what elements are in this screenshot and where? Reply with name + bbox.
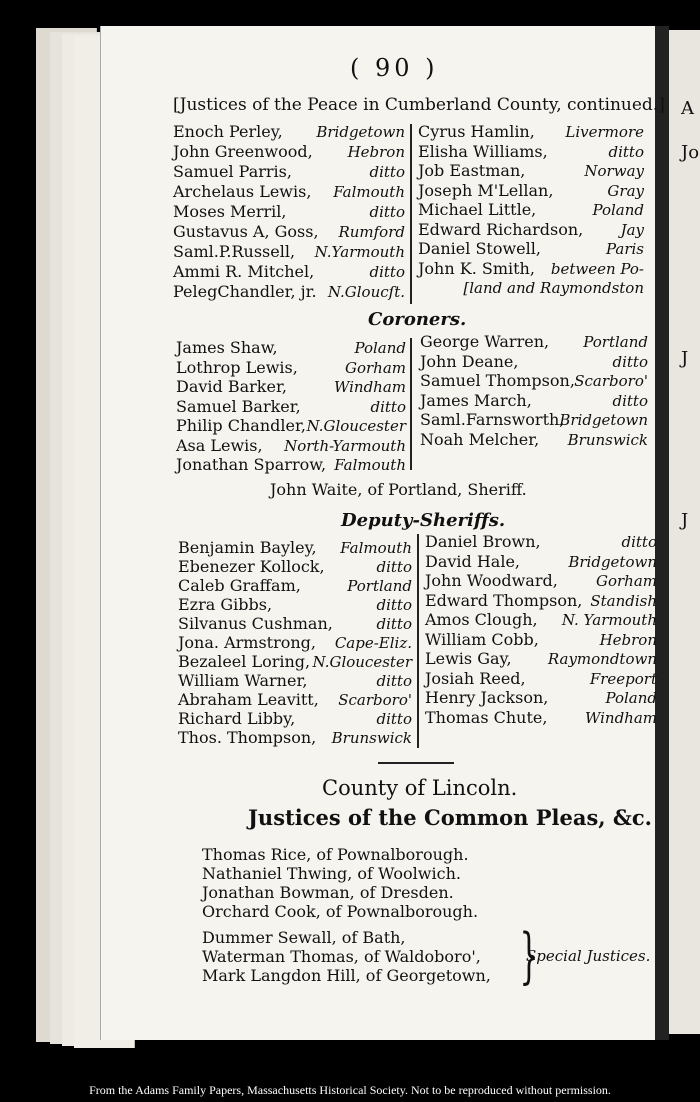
person-name: Lewis Gay, (425, 649, 512, 668)
list-item (176, 397, 406, 417)
person-name: Lothrop Lewis, (176, 357, 298, 377)
lincoln-justice: Jonathan Bowman, of Dresden. (202, 883, 454, 902)
footer-credit: From the Adams Family Papers, Massachusetts Historical Society. Not to be reproduced without permission. (89, 1083, 611, 1097)
person-name: Archelaus Lewis, (173, 182, 312, 201)
place-name: Windham (333, 378, 406, 396)
person-name: Daniel Brown, (425, 532, 541, 551)
person-name: Philip Chandler, (176, 416, 306, 435)
place-name: between Po- (550, 259, 644, 278)
special-justice: Mark Langdon Hill, of Georgetown, (202, 966, 491, 985)
place-name: ditto (369, 163, 405, 181)
place-name: N.Gloucester (312, 653, 412, 671)
person-name: Gustavus A, Goss, (173, 222, 319, 241)
person-name: Cyrus Hamlin, (418, 122, 535, 141)
person-name: Samuel Barker, (176, 396, 301, 416)
place-name: Hebron (599, 630, 657, 649)
book-gutter (655, 26, 669, 1040)
column-divider (417, 534, 419, 748)
list-item (425, 649, 657, 669)
next-page-fragment: Jo (681, 142, 700, 163)
person-name: PelegChandler, jr. (173, 282, 317, 301)
list-item (176, 338, 406, 358)
place-name: ditto (376, 615, 412, 633)
place-name: Poland (605, 689, 657, 707)
person-name: Jona. Armstrong, (178, 633, 316, 652)
person-name: John Woodward, (425, 571, 558, 590)
person-name: Daniel Stowell, (418, 239, 541, 258)
place-name: N.Gloucſt. (327, 283, 405, 301)
place-name: Freeport (589, 669, 657, 688)
list-item (425, 669, 657, 689)
list-item (418, 239, 644, 259)
lincoln-justice: Orchard Cook, of Pownalborough. (202, 902, 479, 921)
list-item (178, 614, 412, 634)
place-name: Norway (584, 162, 644, 180)
place-name: ditto (376, 596, 412, 614)
person-name: Henry Jackson, (425, 688, 549, 707)
person-name: Silvanus Cushman, (178, 614, 333, 633)
place-name: ditto (612, 391, 648, 410)
section-rule (378, 762, 454, 764)
list-item (178, 576, 412, 596)
person-name: John Deane, (420, 351, 519, 371)
person-name: Samuel Parris, (173, 162, 292, 181)
person-name: Asa Lewis, (176, 435, 263, 455)
list-item (176, 377, 406, 397)
list-item (418, 220, 644, 240)
person-name: Thomas Chute, (425, 707, 548, 727)
place-name: North-Yarmouth (284, 436, 406, 455)
person-name: Abraham Leavitt, (178, 690, 319, 709)
person-name: Caleb Graffam, (178, 576, 301, 595)
person-name: William Cobb, (425, 629, 539, 649)
person-name: Michael Little, (418, 200, 537, 219)
list-item (420, 410, 648, 430)
place-name: Bridgetown (568, 552, 657, 571)
list-item (178, 633, 412, 653)
list-item (178, 595, 412, 615)
place-name: Rumford (338, 223, 405, 241)
column-divider (410, 124, 412, 304)
list-item (178, 652, 412, 672)
list-item (425, 571, 657, 591)
special-justice: Waterman Thomas, of Waldoboro', (202, 947, 481, 966)
next-page-fragment: J (681, 348, 689, 369)
person-name: John K. Smith, (418, 258, 535, 278)
list-item (178, 671, 412, 691)
person-name: Edward Richardson, (418, 219, 584, 239)
person-name: David Hale, (425, 551, 521, 571)
person-name: Enoch Perley, (173, 122, 283, 141)
county-title: County of Lincoln. (322, 776, 518, 800)
common-pleas-title: Justices of the Common Pleas, &c. (248, 805, 652, 830)
place-name: Portland (583, 333, 648, 351)
person-name: Josiah Reed, (425, 668, 526, 688)
list-item (420, 352, 648, 372)
list-item (173, 182, 405, 202)
person-name: Ebenezer Kollock, (178, 557, 325, 576)
list-item (425, 630, 657, 650)
list-item (418, 122, 644, 142)
person-name: James March, (420, 390, 532, 410)
place-name: ditto (376, 672, 412, 690)
next-page-fragment: J (681, 510, 689, 531)
special-justice: Dummer Sewall, of Bath, (202, 928, 406, 947)
brace-mark: } (519, 921, 539, 991)
list-item (176, 416, 406, 436)
lincoln-justice: Nathaniel Thwing, of Woolwich. (202, 864, 461, 883)
list-item (173, 142, 405, 162)
list-item (420, 332, 648, 352)
next-page-edge (669, 30, 700, 1034)
deputies-heading: Deputy-Sheriffs. (341, 510, 506, 531)
person-name: Thos. Thompson, (178, 728, 317, 747)
place-name: ditto (369, 263, 405, 281)
list-item (418, 200, 644, 220)
place-name: Hebron (347, 143, 405, 161)
person-name: David Barker, (176, 377, 287, 396)
place-name: ditto (376, 558, 412, 576)
list-item (420, 371, 648, 391)
list-item (425, 552, 657, 572)
place-name: Poland (592, 201, 644, 219)
person-name: Saml.P.Russell, (173, 242, 296, 261)
person-name: Amos Clough, (425, 610, 538, 629)
place-name: Scarboro' (574, 372, 648, 390)
person-name: Ezra Gibbs, (178, 595, 273, 614)
list-item (420, 391, 648, 411)
list-item (178, 538, 412, 558)
list-item (173, 162, 405, 182)
coroners-heading: Coroners. (368, 309, 467, 330)
place-name: ditto (621, 533, 657, 551)
place-name: Gorham (344, 358, 406, 377)
list-item (173, 202, 405, 222)
person-name: John Greenwood, (173, 142, 313, 161)
person-name: William Warner, (178, 671, 308, 690)
place-name: N.Gloucester (306, 417, 406, 435)
list-item (425, 708, 657, 728)
list-item (418, 161, 644, 181)
column-divider (410, 338, 412, 470)
list-item (178, 690, 412, 710)
person-name: Job Eastman, (418, 161, 526, 180)
list-item (418, 181, 644, 201)
list-item (425, 591, 657, 611)
person-name: Jonathan Sparrow, (176, 455, 327, 474)
section-header: [Justices of the Peace in Cumberland County, continued.] (173, 95, 665, 115)
list-item (425, 688, 657, 708)
place-name: Paris (605, 240, 644, 258)
place-name: ditto (608, 142, 644, 161)
place-name: Scarboro' (338, 691, 412, 709)
person-name: Joseph M'Lellan, (418, 180, 554, 200)
list-item (425, 610, 657, 630)
person-name: Edward Thompson, (425, 590, 583, 610)
place-name: Cape-Eliz. (334, 634, 412, 652)
sheriff-line: John Waite, of Portland, Sheriff. (270, 480, 527, 499)
place-name: Standish (590, 591, 657, 610)
list-item (178, 557, 412, 577)
place-name: Brunswick (331, 729, 412, 747)
place-name: Livermore (565, 123, 644, 141)
place-name: Poland (354, 339, 406, 357)
place-name: Falmouth (334, 456, 406, 474)
list-item (176, 358, 406, 378)
place-name: Gorham (595, 572, 657, 590)
person-name: George Warren, (420, 332, 550, 351)
place-name: Windham (584, 708, 657, 727)
place-name: ditto (376, 710, 412, 728)
place-name: Falmouth (333, 183, 405, 201)
next-page-fragment: A (681, 98, 694, 119)
person-name: James Shaw, (176, 338, 278, 357)
list-item (418, 142, 644, 162)
place-name: N.Yarmouth (314, 243, 405, 261)
place-name: Brunswick (567, 430, 648, 449)
person-name: Elisha Williams, (418, 141, 548, 161)
list-item (418, 278, 644, 298)
place-name: Falmouth (340, 539, 412, 557)
list-item (173, 222, 405, 242)
special-justices-label: Special Justices. (526, 947, 651, 965)
list-item (176, 455, 406, 475)
page-number: ( 90 ) (350, 54, 439, 82)
list-item (173, 282, 405, 302)
list-item (173, 242, 405, 262)
person-name: Moses Merril, (173, 202, 287, 221)
list-item (178, 709, 412, 729)
person-name: Bezaleel Loring, (178, 652, 311, 671)
list-item (420, 430, 648, 450)
place-name: Raymondtown (547, 650, 657, 668)
person-name: Benjamin Bayley, (178, 538, 317, 557)
person-name: Saml.Farnsworth, (420, 410, 565, 429)
place-name: Gray (607, 181, 644, 200)
list-item (176, 436, 406, 456)
list-item (173, 262, 405, 282)
person-name: Richard Libby, (178, 709, 296, 728)
place-name: ditto (369, 203, 405, 221)
place-name: [land and Raymondston (463, 279, 644, 297)
list-item (173, 122, 405, 142)
list-item (418, 259, 644, 279)
list-item (425, 532, 657, 552)
person-name: Samuel Thompson, (420, 371, 575, 390)
list-item (178, 728, 412, 748)
place-name: ditto (612, 352, 648, 371)
lincoln-justice: Thomas Rice, of Pownalborough. (202, 845, 469, 864)
place-name: Portland (347, 577, 412, 595)
person-name: Noah Melcher, (420, 429, 540, 449)
place-name: Bridgetown (316, 123, 405, 141)
person-name: Ammi R. Mitchel, (173, 262, 315, 281)
place-name: ditto (370, 397, 406, 416)
place-name: Jay (620, 220, 644, 239)
place-name: N. Yarmouth (561, 611, 657, 629)
place-name: Bridgetown (559, 411, 648, 429)
